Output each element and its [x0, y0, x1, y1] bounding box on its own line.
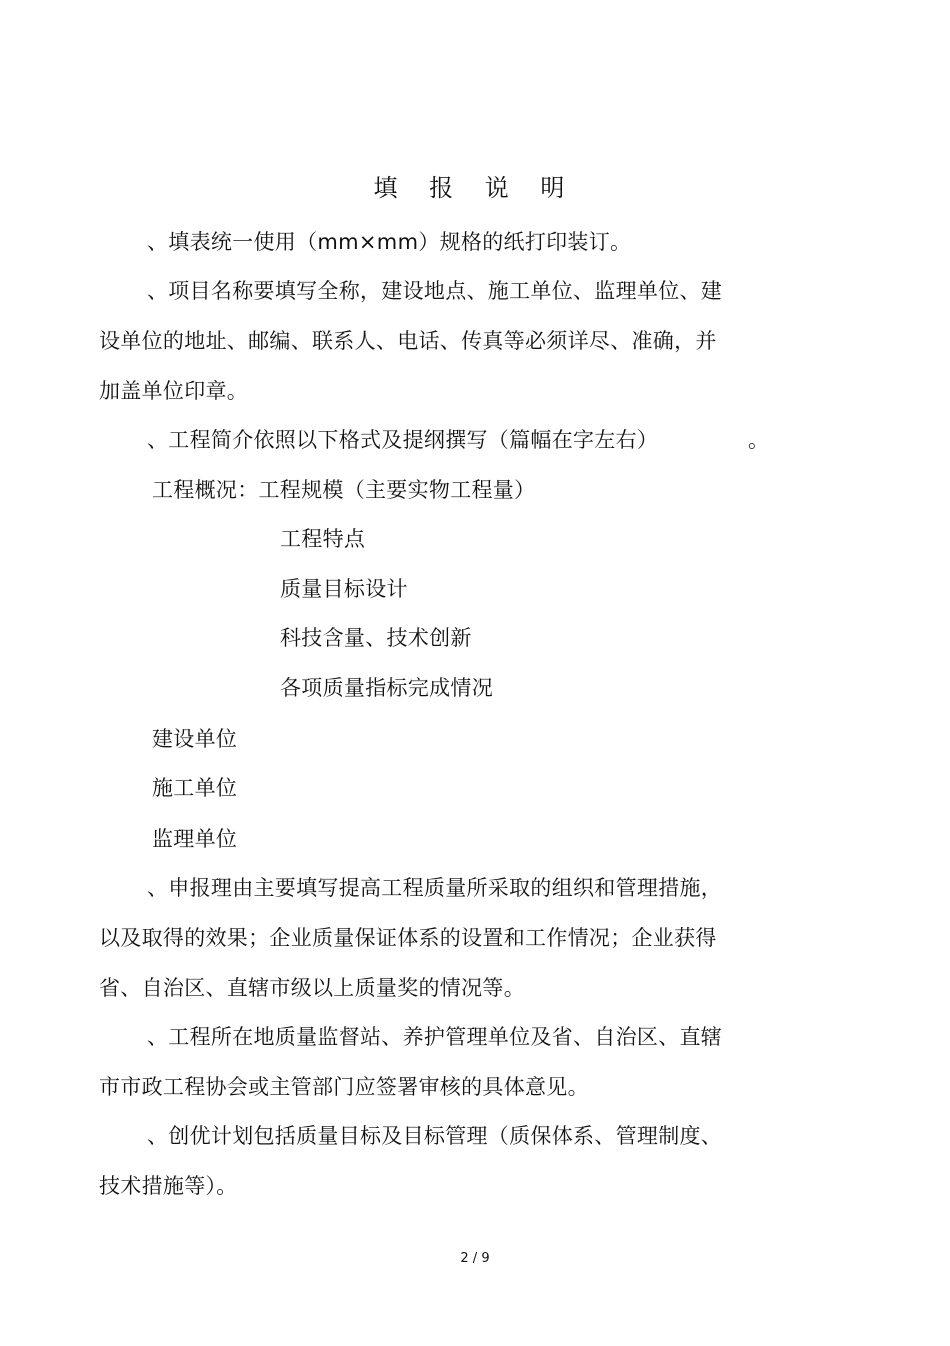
item-2-line-3: 加盖单位印章。 [99, 379, 249, 403]
unit-label: 建设单位 [152, 727, 238, 751]
item-1-line-1: 、填表统一使用（mm×mm）规格的纸打印装订。 [147, 230, 632, 254]
overview-subitem: 质量目标设计 [280, 577, 408, 601]
item-3-line-1: 、工程简介依照以下格式及提纲撰写（篇幅在字左右） [147, 428, 659, 452]
page-number: 2 / 9 [460, 1251, 490, 1266]
item-5-line-2: 市市政工程协会或主管部门应签署审核的具体意见。 [99, 1075, 589, 1099]
unit-label: 施工单位 [152, 776, 238, 800]
item-3-line-1-end: 。 [748, 428, 770, 452]
item-4-line-3: 省、自治区、直辖市级以上质量奖的情况等。 [99, 976, 525, 1000]
item-4-line-2: 以及取得的效果；企业质量保证体系的设置和工作情况；企业获得 [99, 926, 717, 950]
item-4-line-1: 、申报理由主要填写提高工程质量所采取的组织和管理措施， [147, 876, 723, 900]
overview-subitem: 工程特点 [280, 527, 366, 551]
item-5-line-1: 、工程所在地质量监督站、养护管理单位及省、自治区、直辖 [147, 1025, 723, 1049]
overview-subitem: 科技含量、技术创新 [280, 626, 472, 650]
overview-label: 工程概况：工程规模（主要实物工程量） [152, 478, 536, 502]
item-6-line-1: 、创优计划包括质量目标及目标管理（质保体系、管理制度、 [147, 1124, 723, 1148]
page-title: 填 报 说 明 [373, 174, 577, 202]
item-6-line-2: 技术措施等）。 [99, 1174, 238, 1198]
unit-label: 监理单位 [152, 827, 238, 851]
item-2-line-2: 设单位的地址、邮编、联系人、电话、传真等必须详尽、准确，并 [99, 329, 717, 353]
overview-subitem: 各项质量指标完成情况 [280, 676, 493, 700]
item-2-line-1: 、项目名称要填写全称，建设地点、施工单位、监理单位、建 [147, 279, 723, 303]
